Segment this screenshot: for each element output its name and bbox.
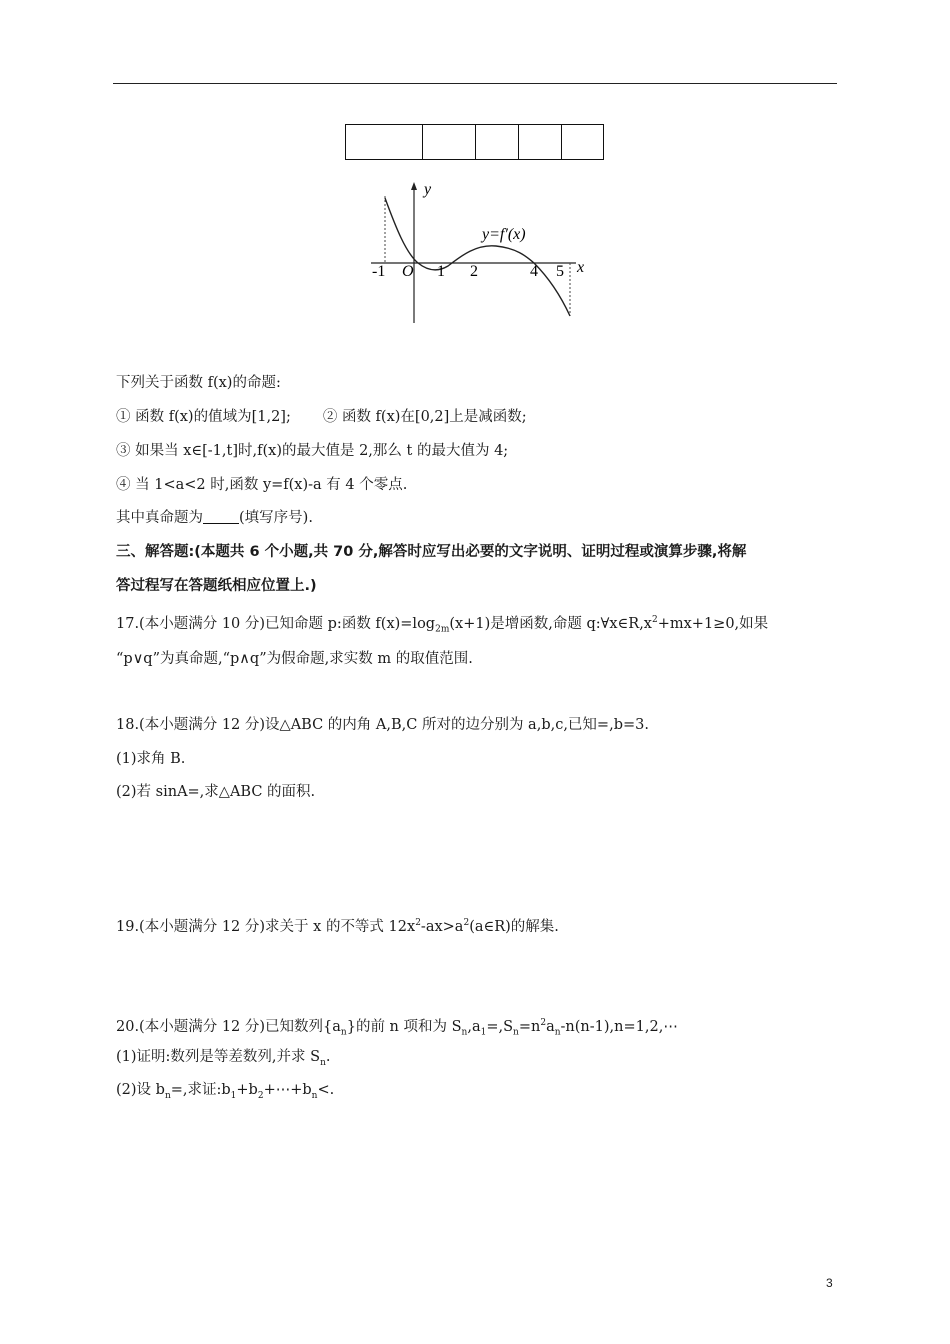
q20-text: }的前 n 项和为 S [346, 1018, 462, 1035]
page-number: 3 [826, 1276, 833, 1290]
q20-sub: n [340, 1027, 347, 1038]
q20-text: (1)证明:数列是等差数列,并求 S [116, 1049, 321, 1065]
q18-line2: (1)求角 B. [116, 751, 186, 767]
curve-f-prime [385, 198, 570, 316]
table-cell [476, 125, 519, 160]
q20-line2 [116, 1047, 330, 1073]
q20-sup: 2 [540, 1018, 547, 1028]
derivative-graph [366, 178, 596, 328]
intro-text: 下列关于函数 f(x)的命题: [116, 375, 281, 391]
origin-label: O [402, 263, 414, 280]
value-table [345, 124, 604, 160]
header-rule [113, 83, 837, 84]
q17-text-a: 17.(本小题满分 10 分)已知命题 p:函数 f(x)=log [116, 615, 436, 632]
q20-text: (2)设 b [116, 1082, 165, 1098]
q17-text-b: (x+1)是增函数,命题 q:∀x∈R,x [449, 615, 652, 632]
q17-superscript: 2 [651, 615, 658, 625]
proposition-3: ③ 如果当 x∈[-1,t]时,f(x)的最大值是 2,那么 t 的最大值为 4; [116, 443, 509, 459]
q20-sub: 1 [230, 1090, 237, 1101]
proposition-row [116, 407, 527, 427]
q20-text: -n(n-1),n=1,2,⋯ [560, 1018, 678, 1035]
q19-text-b: -ax>a [420, 918, 464, 935]
x-label: x [577, 259, 585, 276]
q20-sub: 2 [257, 1090, 264, 1101]
q20-sub: n [311, 1090, 318, 1101]
tick-label: 5 [556, 263, 564, 280]
answer-line [116, 508, 313, 528]
q19-text-c: (a∈R)的解集. [469, 918, 559, 935]
q17-subscript: 2m [435, 624, 450, 635]
y-label: y [424, 181, 432, 198]
q20-text: +b [236, 1082, 258, 1098]
q20-text: . [325, 1049, 331, 1065]
table-cell [423, 125, 476, 160]
table-cell [562, 125, 604, 160]
q20-text: ,a [467, 1018, 481, 1035]
q19-sup: 2 [463, 918, 470, 928]
q18-line1: 18.(本小题满分 12 分)设△ABC 的内角 A,B,C 所对的边分别为 a,b,c,已知=,b=3. [116, 717, 649, 733]
q20-sub: n [554, 1027, 561, 1038]
section-heading-line2: 答过程写在答题纸相应位置上.) [116, 578, 317, 594]
q19-line [116, 913, 559, 937]
q19-text-a: 19.(本小题满分 12 分)求关于 x 的不等式 12x [116, 918, 416, 935]
q20-text: =,S [486, 1018, 514, 1035]
q20-line3 [116, 1080, 334, 1106]
q20-text: =,求证:b [170, 1082, 231, 1098]
q17-line1 [116, 610, 768, 640]
y-arrow-icon [411, 182, 417, 190]
q17-line2: “p∨q”为真命题,“p∧q”为假命题,求实数 m 的取值范围. [116, 651, 473, 667]
q20-text: +⋯+b [263, 1082, 312, 1098]
tick-label: 4 [530, 263, 538, 280]
q20-sub: 1 [480, 1027, 487, 1038]
table-cell [519, 125, 562, 160]
q20-line1 [116, 1013, 678, 1043]
tick-label: 1 [437, 263, 445, 280]
section-heading-line1: 三、解答题:(本题共 6 个小题,共 70 分,解答时应写出必要的文字说明、证明过程或演算步骤,将解 [116, 544, 747, 560]
tick-label: -1 [372, 263, 386, 280]
answer-suffix: (填写序号). [239, 510, 313, 526]
proposition-2: ② 函数 f(x)在[0,2]上是减函数; [322, 409, 527, 425]
q20-text: a [546, 1018, 555, 1035]
q20-text: =n [518, 1018, 541, 1035]
proposition-4: ④ 当 1<a<2 时,函数 y=f(x)-a 有 4 个零点. [116, 477, 408, 493]
answer-blank[interactable] [203, 509, 239, 524]
q19-sup: 2 [415, 918, 421, 928]
q20-text: <. [317, 1082, 335, 1098]
answer-prefix: 其中真命题为 [116, 510, 203, 526]
q18-line3: (2)若 sinA=,求△ABC 的面积. [116, 784, 316, 800]
q20-text: 20.(本小题满分 12 分)已知数列{a [116, 1018, 341, 1035]
q20-sub: n [164, 1090, 171, 1101]
curve-label: y=f′(x) [482, 226, 526, 243]
q20-sub: n [320, 1057, 326, 1068]
q20-sub: n [513, 1027, 519, 1038]
proposition-1: ① 函数 f(x)的值域为[1,2]; [116, 409, 291, 425]
q17-text-c: +mx+1≥0,如果 [657, 615, 769, 632]
q20-sub: n [461, 1027, 468, 1038]
table-cell [346, 125, 423, 160]
tick-label: 2 [470, 263, 478, 280]
